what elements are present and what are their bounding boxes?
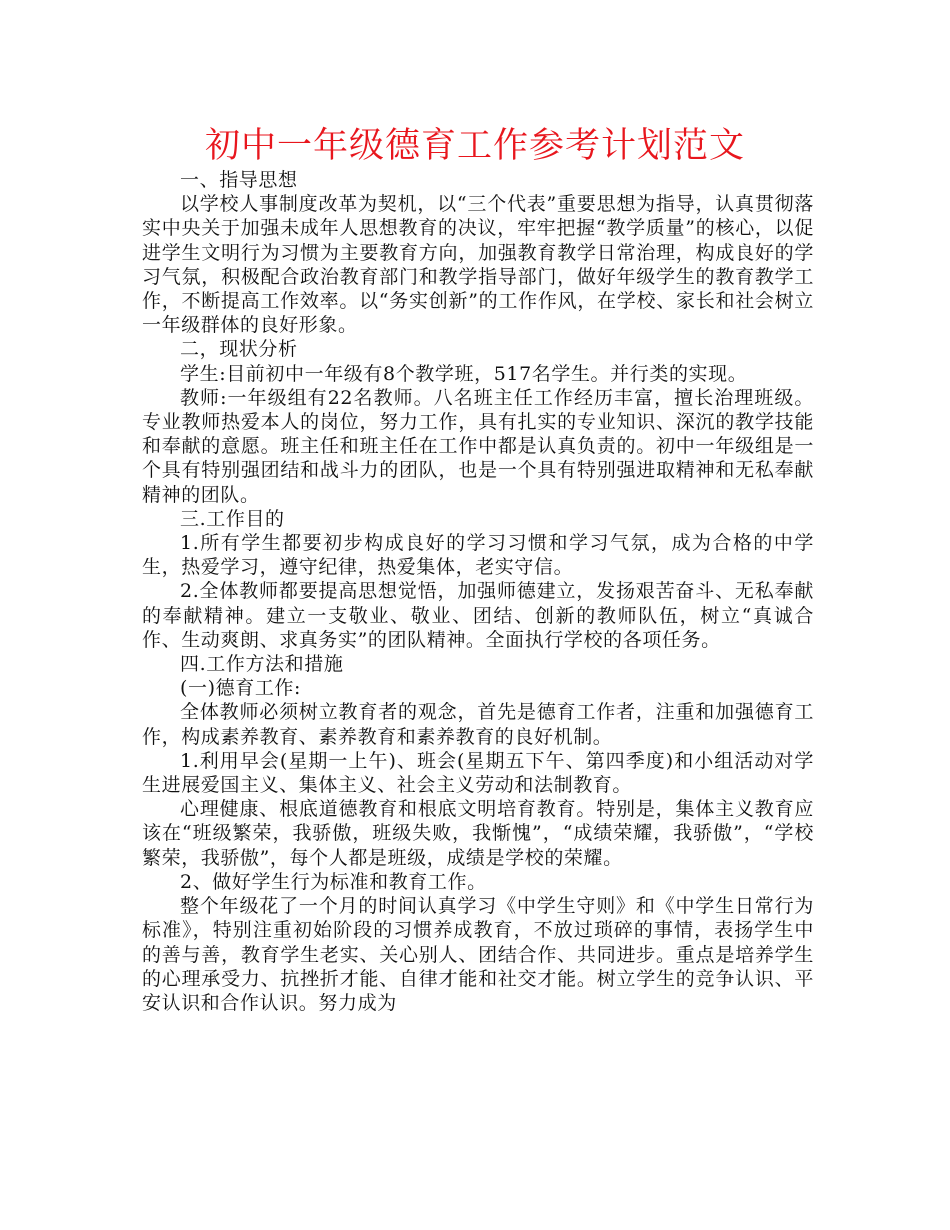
subheading-moral-education: (一)德育工作: xyxy=(180,677,302,700)
paragraph-guiding-ideology: 以学校人事制度改革为契机，以“三个代表”重要思想为指导，认真贯彻落实中央关于加强未成年人思想教育的决议，牢牢把握“教学质量”的核心，以促进学生文明行为习惯为主要教育方向，加强教育教学日常治理，构成良好的学习气氛，积极配合政治教育部门和教学指导部门，做好年级学生的教育教学工作，不断提高工作效率。以“务实创新”的工作作风，在学校、家长和社会树立一年级群体的良好形象。 xyxy=(142,193,814,337)
paragraph-measure-2: 2、做好学生行为标准和教育工作。 xyxy=(180,870,487,893)
heading-guiding-ideology: 一、指导思想 xyxy=(180,169,298,191)
document-body xyxy=(142,168,814,1015)
paragraph-behavior-standards: 整个年级花了一个月的时间认真学习《中学生守则》和《中学生日常行为标准》，特别注重初始阶段的习惯养成教育，不放过琐碎的事情，表扬学生中的善与善，教育学生老实、关心别人、团结合作、共同进步。重点是培养学生的心理承受力、抗挫折才能、自律才能和社交才能。树立学生的竞争认识、平安认识和合作认识。努力成为 xyxy=(142,895,814,1014)
paragraph-teachers: 教师:一年级组有22名教师。八名班主任工作经历丰富，擅长治理班级。专业教师热爱本人的岗位，努力工作，具有扎实的专业知识、深沉的教学技能和奉献的意愿。班主任和班主任在工作中都是认真负责的。初中一年级组是一个具有特别强团结和战斗力的团队，也是一个具有特别强进取精神和无私奉献精神的团队。 xyxy=(142,386,814,506)
paragraph-measure-1: 1.利用早会(星期一上午)、班会(星期五下午、第四季度)和小组活动对学生进展爱国主义、集体主义、社会主义劳动和法制教育。 xyxy=(142,749,814,797)
document-title: 初中一年级德育工作参考计划范文 xyxy=(204,126,745,166)
heading-work-goals: 三.工作目的 xyxy=(180,507,285,530)
paragraph-moral-education: 全体教师必须树立教育者的观念，首先是德育工作者，注重和加强德育工作，构成素养教育、素养教育和素养教育的良好机制。 xyxy=(142,701,814,748)
paragraph-goal-2: 2.全体教师都要提高思想觉悟，加强师德建立，发扬艰苦奋斗、无私奉献的奉献精神。建立一支敬业、敬业、团结、创新的教师队伍，树立“真诚合作、生动爽朗、求真务实”的团队精神。全面执行学校的各项任务。 xyxy=(142,580,814,651)
paragraph-goal-1: 1.所有学生都要初步构成良好的学习习惯和学习气氛，成为合格的中学生，热爱学习，遵守纪律，热爱集体，老实守信。 xyxy=(142,532,814,579)
heading-status-analysis: 二，现状分析 xyxy=(180,338,298,361)
paragraph-students: 学生:目前初中一年级有8个教学班，517名学生。并行类的实现。 xyxy=(180,362,748,385)
paragraph-mental-health: 心理健康、根底道德教育和根底文明培育教育。特别是，集体主义教育应该在“班级繁荣，我骄傲，班级失败，我惭愧”，“成绩荣耀，我骄傲”，“学校繁荣，我骄傲”，每个人都是班级，成绩是学校的荣耀。 xyxy=(142,798,814,869)
heading-methods-measures: 四.工作方法和措施 xyxy=(180,653,344,676)
